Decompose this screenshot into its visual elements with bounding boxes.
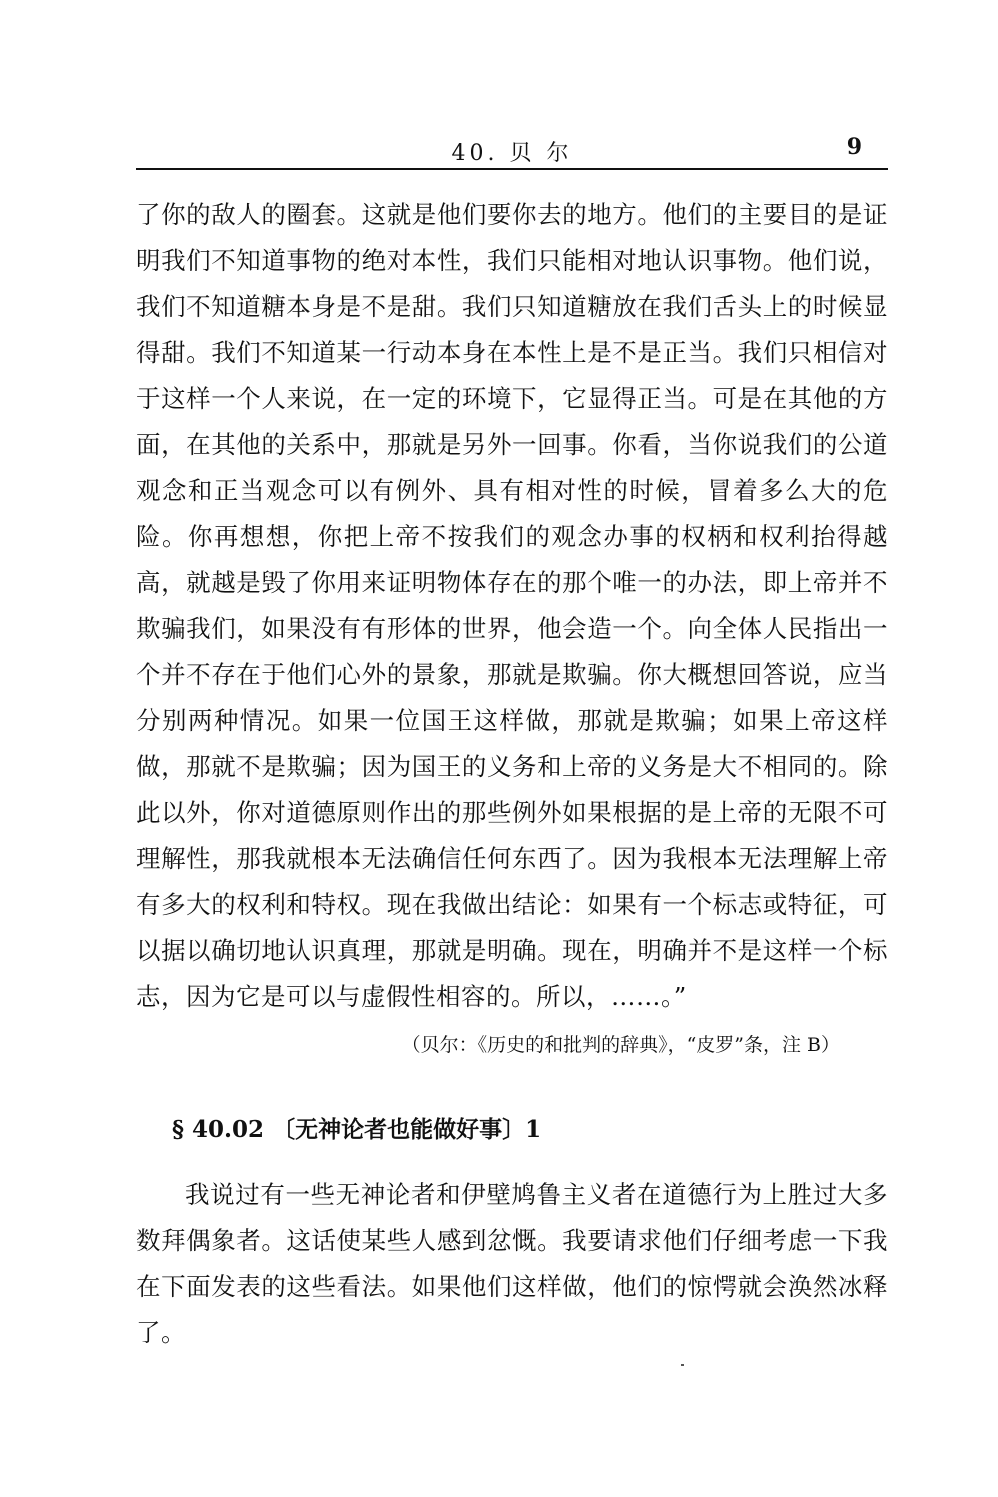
citation: （贝尔：《历史的和批判的辞典》，“皮罗”条，注 B） <box>401 1034 840 1056</box>
paragraph-1: 了你的敌人的圈套。这就是他们要你去的地方。他们的主要目的是证明我们不知道事物的绝对本性，我们只能相对地认识事物。他们说，我们不知道糖本身是不是甜。我们只知道糖放在我们舌头上的时候显得甜。我们不知道某一行动本身在本性上是不是正当。我们只相信对于这样一个人来说，在一定的环境下，它显得正当。可是在其他的方面，在其他的关系中，那就是另外一回事。你看，当你说我们的公道观念和正当观念可以有例外、具有相对性的时候，冒着多么大的危险。你再想想，你把上帝不按我们的观念办事的权柄和权利抬得越高，就越是毁了你用来证明物体存在的那个唯一的办法，即上帝并不欺骗我们，如果没有有形体的世界，他会造一个。向全体人民指出一个并不存在于他们心外的景象，那就是欺骗。你大概想回答说，应当分别两种情况。如果一位国王这样做，那就是欺骗；如果上帝这样做，那就不是欺骗；因为国王的义务和上帝的义务是大不相同的。除此以外，你对道德原则作出的那些例外如果根据的是上帝的无限不可理解性，那我就根本无法确信任何东西了。因为我根本无法理解上帝有多大的权利和特权。现在我做出结论：如果有一个标志或特征，可以据以确切地认识真理，那就是明确。现在，明确并不是这样一个标志，因为它是可以与虚假性相容的。所以，……。” <box>136 200 888 1011</box>
paragraph-2: 我说过有一些无神论者和伊壁鸠鲁主义者在道德行为上胜过大多数拜偶象者。这话使某些人感到忿慨。我要请求他们仔细考虑一下我在下面发表的这些看法。如果他们这样做，他们的惊愕就会涣然冰释了。 <box>136 1180 888 1347</box>
page-body <box>136 192 888 1356</box>
running-title: 40. 贝 尔 <box>451 141 573 166</box>
page-header <box>136 120 888 164</box>
section-heading: § 40.02 〔无神论者也能做好事〕1 <box>172 1116 542 1143</box>
print-speck <box>681 1364 684 1366</box>
header-rule <box>136 168 888 170</box>
page-number: 9 <box>846 134 862 160</box>
